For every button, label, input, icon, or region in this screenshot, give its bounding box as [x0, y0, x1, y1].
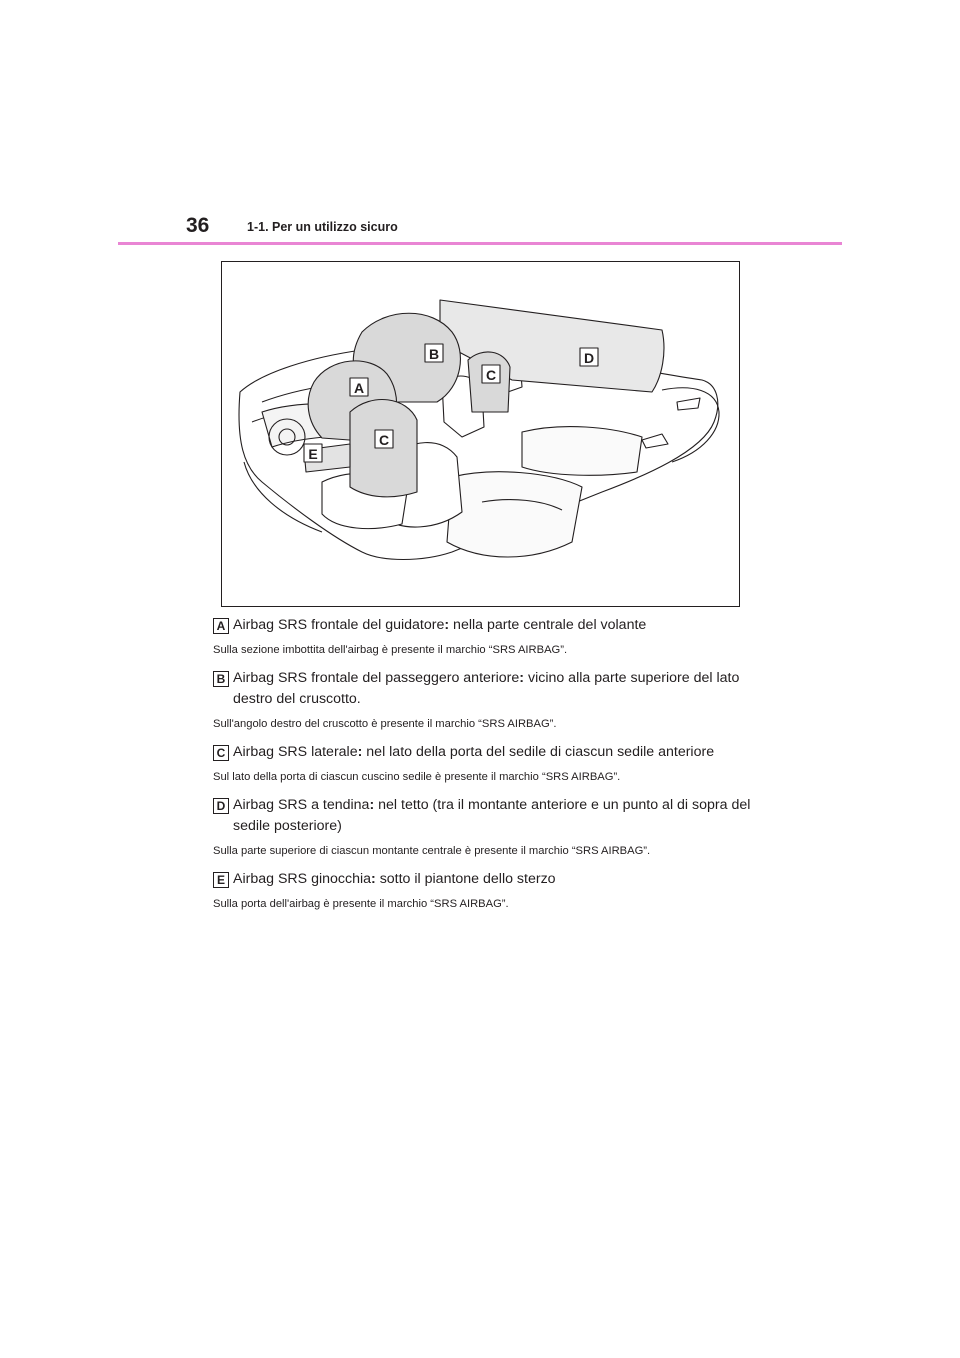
item-title: Airbag SRS frontale del guidatore: nella parte centrale del volante	[233, 617, 647, 633]
item-note: Sulla sezione imbottita dell'airbag è presente il marchio “SRS AIRBAG”.	[213, 644, 568, 656]
item-marker: C	[213, 745, 229, 761]
item-note: Sulla parte superiore di ciascun montante centrale è presente il marchio “SRS AIRBAG”.	[213, 845, 651, 857]
page-number: 36	[186, 214, 210, 237]
item-note: Sull'angolo destro del cruscotto è presente il marchio “SRS AIRBAG”.	[213, 718, 557, 730]
car-airbag-illustration	[222, 262, 739, 606]
list-item	[213, 742, 753, 784]
item-marker: E	[213, 872, 229, 888]
item-note: Sulla porta dell'airbag è presente il marchio “SRS AIRBAG”.	[213, 898, 509, 910]
item-title: Airbag SRS frontale del passeggero anteriore: vicino alla parte superiore del lato destro del cruscotto.	[233, 670, 740, 707]
figure-label-e: E	[308, 446, 318, 462]
item-title: Airbag SRS a tendina: nel tetto (tra il montante anteriore e un punto al di sopra del sedile posteriore)	[233, 797, 751, 834]
item-marker: B	[213, 671, 229, 687]
airbag-list	[213, 615, 753, 911]
list-item	[213, 869, 753, 911]
figure-label-d: D	[583, 350, 595, 366]
item-marker: D	[213, 798, 229, 814]
list-item	[213, 668, 753, 731]
figure-label-c-rear: C	[485, 367, 497, 383]
item-marker: A	[213, 618, 229, 634]
header-rule	[118, 242, 842, 245]
figure-label-a: A	[353, 380, 365, 396]
airbag-figure	[221, 261, 740, 607]
list-item	[213, 615, 753, 657]
figure-label-c-front: C	[378, 432, 390, 448]
item-title: Airbag SRS laterale: nel lato della porta del sedile di ciascun sedile anteriore	[233, 744, 715, 760]
list-item	[213, 795, 753, 858]
figure-label-b: B	[428, 346, 440, 362]
section-title: 1-1. Per un utilizzo sicuro	[247, 220, 398, 234]
item-title: Airbag SRS ginocchia: sotto il piantone dello sterzo	[233, 871, 556, 887]
item-note: Sul lato della porta di ciascun cuscino sedile è presente il marchio “SRS AIRBAG”.	[213, 771, 621, 783]
